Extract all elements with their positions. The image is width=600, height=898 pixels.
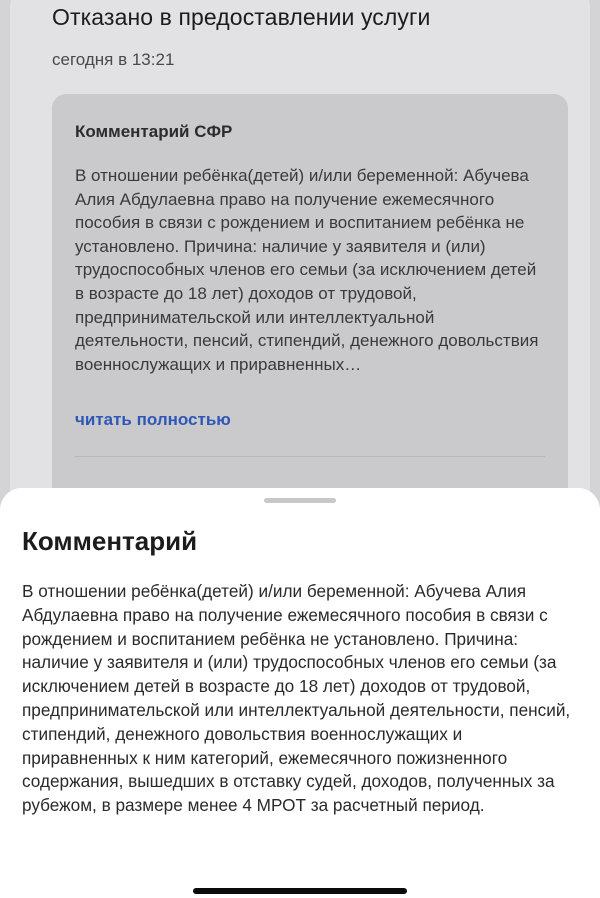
sheet-title: Комментарий bbox=[22, 526, 198, 556]
read-more-link[interactable]: читать полностью bbox=[75, 410, 231, 429]
home-indicator[interactable] bbox=[193, 888, 407, 894]
sfr-comment-title: Комментарий СФР bbox=[75, 122, 233, 141]
status-timestamp: сегодня в 13:21 bbox=[52, 50, 175, 69]
comment-bottom-sheet bbox=[0, 488, 600, 898]
divider bbox=[75, 456, 545, 457]
sfr-comment-text: В отношении ребёнка(детей) и/или беременной: Абучева Алия Абдулаевна право на получение ежемесячного пособия в связи с рождением и воспитанием ребёнка не установлено. Причина: наличие у заявителя и (или) трудоспособных членов его семьи (за исключением детей в возрасте до 18 лет) доходов от трудовой, предпринимательской или интеллектуальной деятельности, пенсий, стипендий, денежного довольствия военнослужащих и приравненных… bbox=[75, 166, 539, 374]
sfr-comment-card bbox=[52, 94, 568, 514]
service-status-card bbox=[10, 0, 590, 530]
status-title: Отказано в предоставлении услуги bbox=[52, 4, 431, 30]
sheet-grabber-handle[interactable] bbox=[264, 498, 336, 503]
sheet-comment-text: В отношении ребёнка(детей) и/или беременной: Абучева Алия Абдулаевна право на получение ежемесячного пособия в связи с рождением и воспитанием ребёнка не установлено. Причина: наличие у заявителя и (или) трудоспособных членов его семьи (за исключением детей в возрасте до 18 лет) доходов от трудовой, предпринимательской или интеллектуальной деятельности, пенсий, стипендий, денежного довольствия военнослужащих и приравненных к ним категорий, ежемесячного пожизненного содержания, вышедших в отставку судей, доходов, полученных за рубежом, в размере менее 4 МРОТ за расчетный период. bbox=[22, 581, 571, 816]
